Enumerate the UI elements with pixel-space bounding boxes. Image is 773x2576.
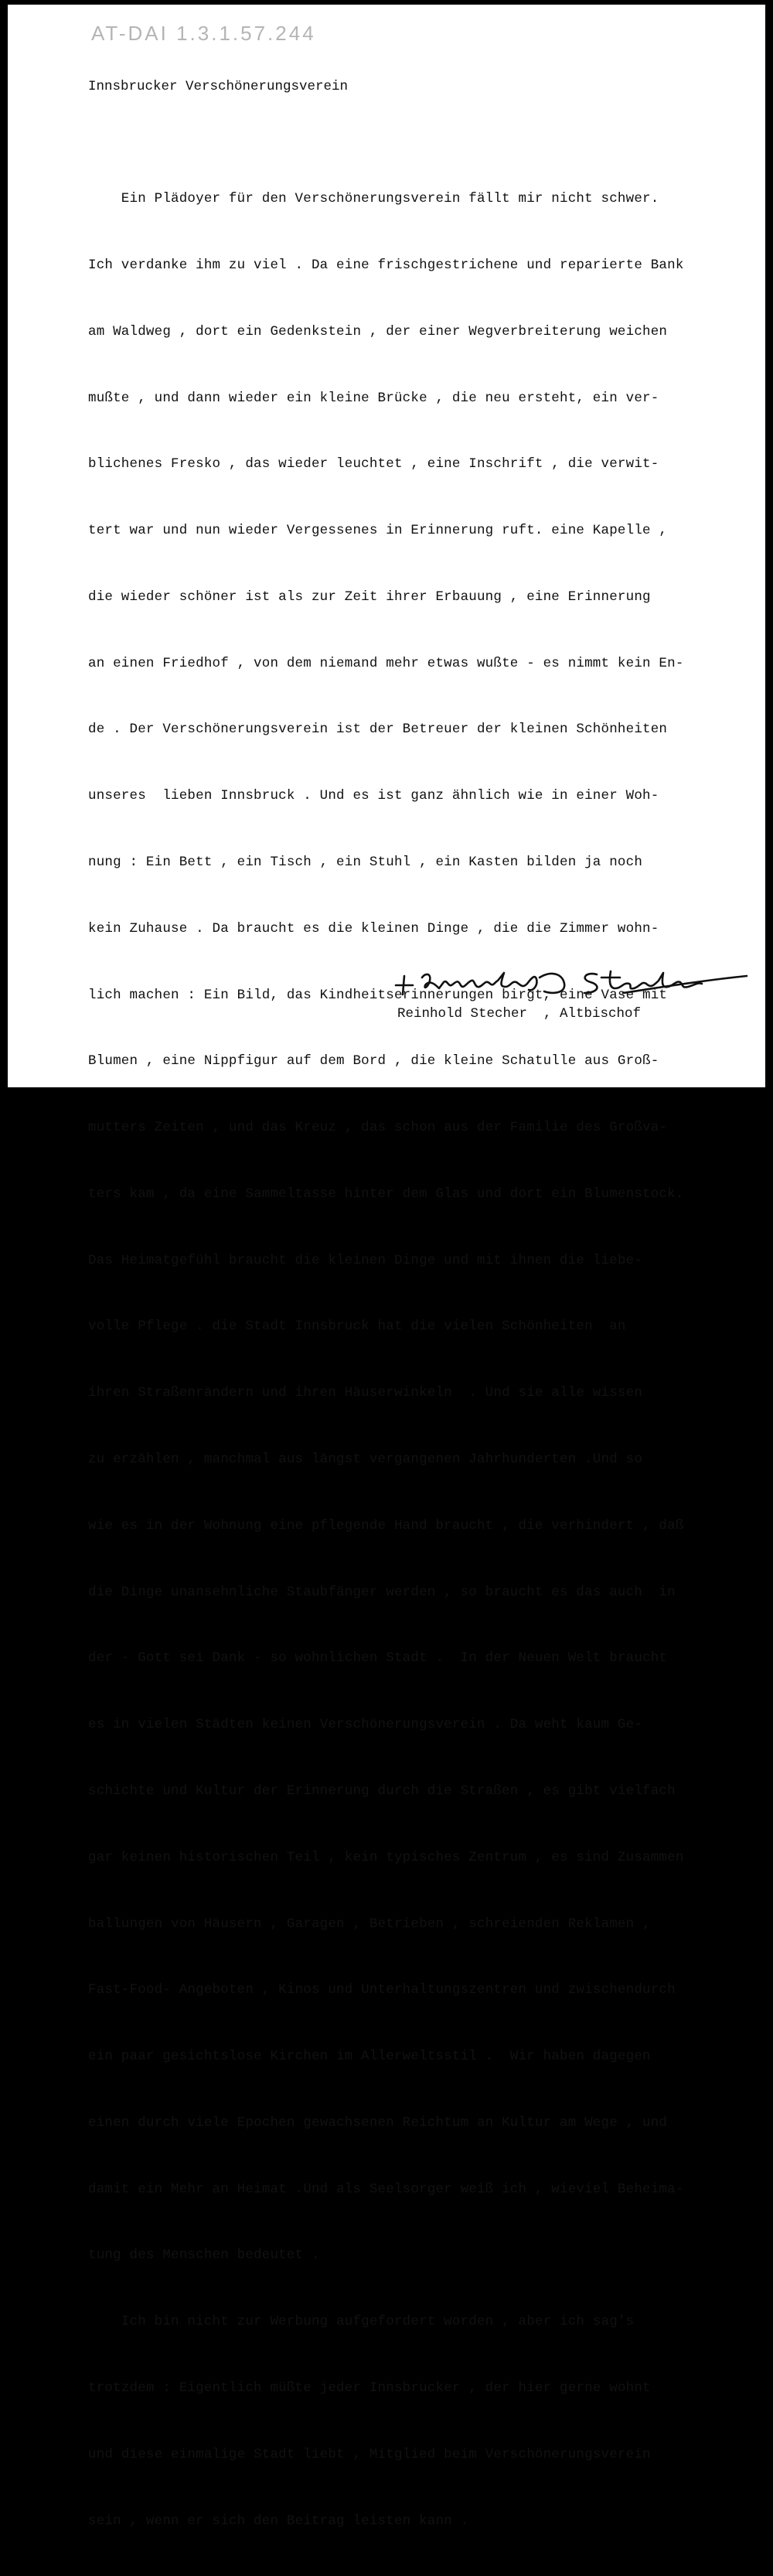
- text-line: Ich bin nicht zur Werbung aufgefordert worden , aber ich sag's: [88, 2314, 635, 2330]
- text-line: blichenes Fresko , das wieder leuchtet , eine Inschrift , die verwit-: [88, 456, 659, 473]
- text-line: zu erzählen , manchmal aus längst vergangenen Jahrhunderten .Und so: [88, 1452, 643, 1468]
- text-line: der - Gott sei Dank - so wohnlichen Stadt . In der Neuen Welt braucht: [88, 1650, 668, 1667]
- archive-reference-stamp: AT-DAI 1.3.1.57.244: [91, 22, 316, 45]
- text-line: die wieder schöner ist als zur Zeit ihrer Erbauung , eine Erinnerung: [88, 589, 651, 605]
- text-line: Ein Plädoyer für den Verschönerungsverein fällt mir nicht schwer.: [88, 191, 659, 207]
- text-line: ein paar gesichtslose Kirchen im Allerweltsstil . Wir haben dagegen: [88, 2049, 651, 2065]
- text-line: wie es in der Wohnung eine pflegende Hand braucht , die verhindert , daß: [88, 1517, 684, 1534]
- text-line: Fast-Food- Angeboten , Kinos und Unterhaltungszentren und zwischendurch: [88, 1982, 676, 1998]
- text-line: Blumen , eine Nippfigur auf dem Bord , die kleine Schatulle aus Groß-: [88, 1053, 659, 1070]
- text-line: kein Zuhause . Da braucht es die kleinen Dinge , die die Zimmer wohn-: [88, 920, 659, 937]
- text-line: Ich verdanke ihm zu viel . Da eine frischgestrichene und reparierte Bank: [88, 257, 684, 273]
- letter-body: [88, 144, 768, 2576]
- text-line: nung : Ein Bett , ein Tisch , ein Stuhl , ein Kasten bilden ja noch: [88, 855, 643, 870]
- text-line: am Waldweg , dort ein Gedenkstein , der einer Wegverbreiterung weichen: [88, 323, 668, 339]
- signer-name: Reinhold Stecher , Altbischof: [397, 1006, 642, 1022]
- text-line: sein , wenn er sich den Beitrag leisten kann .: [88, 2513, 469, 2529]
- text-line: unseres lieben Innsbruck . Und es ist ganz ähnlich wie in einer Woh-: [88, 788, 659, 804]
- text-line: schichte und Kultur der Erinnerung durch die Straßen , es gibt vielfach: [88, 1783, 676, 1799]
- signature-text: + Reinhold Stecher: [391, 962, 397, 963]
- text-line: mußte , und dann wieder ein kleine Brücke , die neu ersteht, ein ver-: [88, 390, 659, 406]
- text-line: tung des Menschen bedeutet .: [88, 2247, 320, 2264]
- text-line: lich machen : Ein Bild, das Kindheitserinnerungen birgt, eine Vase mit: [88, 987, 668, 1003]
- text-line: volle Pflege . die Stadt Innsbruck hat die vielen Schönheiten an: [88, 1319, 626, 1335]
- text-line: tert war und nun wieder Vergessenes in Erinnerung ruft. eine Kapelle ,: [88, 523, 668, 539]
- text-line: und diese einmalige Stadt liebt , Mitglied beim Verschönerungsverein: [88, 2446, 651, 2462]
- text-line: ihren Straßenrändern und ihren Häuserwinkeln . Und sie alle wissen: [88, 1385, 643, 1401]
- text-line: ballungen von Häusern , Garagen , Betrieben , schreienden Reklamen ,: [88, 1916, 651, 1932]
- text-line: damit ein Mehr an Heimat .Und als Seelsorger weiß ich , wieviel Beheima-: [88, 2181, 684, 2197]
- text-line: gar keinen historischen Teil , kein typisches Zentrum , es sind Zusammen: [88, 1849, 684, 1865]
- text-line: einen durch viele Epochen gewachsenen Reichtum an Kultur am Wege , und: [88, 2114, 668, 2131]
- text-line: Das Heimatgefühl braucht die kleinen Dinge und mit ihnen die liebe-: [88, 1252, 643, 1268]
- letter-page: [8, 5, 765, 2529]
- text-line: an einen Friedhof , von dem niemand mehr etwas wußte - es nimmt kein En-: [88, 655, 684, 671]
- letter-heading: Innsbrucker Verschönerungsverein: [88, 79, 349, 94]
- text-line: mutters Zeiten , und das Kreuz , das schon aus der Familie des Großva-: [88, 1120, 668, 1136]
- text-line: de . Der Verschönerungsverein ist der Betreuer der kleinen Schönheiten: [88, 722, 668, 738]
- text-line: die Dinge unansehnliche Staubfänger werden , so braucht es das auch in: [88, 1584, 676, 1600]
- text-line: es in vielen Städten keinen Verschönerungsverein . Da weht kaum Ge-: [88, 1717, 643, 1733]
- handwritten-signature: [391, 962, 754, 1001]
- text-line: ters kam , da eine Sammeltasse hinter dem Glas und dort ein Blumenstock.: [88, 1186, 684, 1202]
- text-line: trotzdem : Eigentlich müßte jeder Innsbrucker , der hier gerne wohnt: [88, 2380, 651, 2396]
